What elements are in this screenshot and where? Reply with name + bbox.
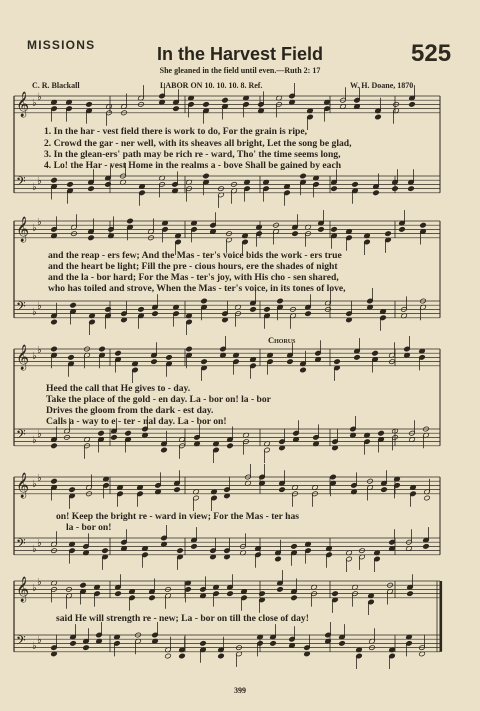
- notehead: [203, 173, 210, 179]
- notehead: [275, 556, 282, 562]
- notehead: [166, 355, 173, 361]
- notehead: [264, 307, 271, 313]
- chorus-lyric-line: Drives the gloom from the dark - est day.: [46, 405, 214, 416]
- notehead: [51, 346, 58, 352]
- notehead: [378, 430, 385, 436]
- key-signature-flat: ♭: [37, 635, 42, 646]
- notehead: [69, 487, 76, 493]
- notehead: [51, 177, 58, 183]
- notehead: [179, 653, 186, 659]
- clef: 𝄢: [16, 299, 26, 317]
- verse-lyric-line: 3. In the glean-ers' path may be rich re - ward, Tho' the time seems long,: [44, 149, 341, 160]
- key-signature-flat: ♭: [32, 435, 37, 446]
- key-signature-flat: ♭: [32, 182, 37, 193]
- notehead: [70, 641, 77, 647]
- notehead: [339, 641, 346, 647]
- chorus-lyric-line: Take the place of the gold - en day. La - bor on! la - bor: [46, 394, 271, 405]
- key-signature-flat: ♭: [37, 176, 42, 187]
- notehead: [99, 346, 106, 352]
- verse-lyric-line: and the reap - ers few; And the Mas - ter's voice bids the work - ers true: [48, 250, 342, 261]
- notehead: [373, 190, 380, 196]
- verse-lyric-line: and the la - bor hard; For the Mas - ter's joy, with His cho - sen shared,: [48, 272, 339, 283]
- notehead: [409, 102, 416, 108]
- notehead: [200, 641, 207, 647]
- clef: 𝄢: [16, 427, 26, 445]
- notehead: [152, 311, 159, 317]
- clef: 𝄞: [16, 217, 30, 242]
- notehead: [354, 355, 361, 361]
- chorus-lyric-line: Calls a - way to e - ter - nal day. La - bor on!: [46, 416, 227, 427]
- notehead: [381, 487, 388, 493]
- clef: 𝄢: [16, 174, 26, 192]
- chorus-lyric-line: la - bor on!: [66, 522, 112, 533]
- hymn-title: In the Harvest Field: [156, 44, 324, 64]
- verse-lyric-line: 2. Crowd the gar - ner well, with its sheaves all bright, Let the song be glad,: [44, 138, 352, 149]
- notehead: [186, 346, 193, 352]
- section-heading: MISSIONS: [27, 38, 96, 52]
- notehead: [102, 548, 109, 554]
- notehead: [372, 350, 379, 356]
- notehead: [174, 487, 181, 493]
- key-signature-flat: ♭: [32, 583, 37, 594]
- verse-lyric-line: 4. Lo! the Har - vest Home in the realms a - bove Shall be gained by each: [44, 160, 342, 171]
- notehead: [399, 227, 406, 233]
- notehead: [300, 173, 307, 179]
- notehead: [88, 235, 95, 241]
- notehead: [305, 311, 312, 317]
- notehead: [352, 182, 359, 188]
- key-signature-flat: ♭: [37, 429, 42, 440]
- notehead: [149, 595, 156, 601]
- key-signature-flat: ♭: [37, 217, 42, 228]
- hymn-number: 525: [411, 40, 452, 67]
- notehead: [115, 591, 122, 597]
- notehead: [330, 474, 337, 480]
- key-signature-flat: ♭: [37, 577, 42, 588]
- key-signature-flat: ♭: [37, 538, 42, 549]
- notehead: [201, 298, 208, 304]
- scripture-reference: She gleaned in the field until even.—Ruth 2: 17: [159, 66, 321, 75]
- notehead: [70, 302, 77, 308]
- key-signature-flat: ♭: [32, 479, 37, 490]
- notehead: [125, 430, 132, 436]
- notehead: [250, 307, 257, 313]
- notehead: [111, 435, 118, 441]
- notehead: [88, 186, 95, 192]
- notehead: [279, 487, 286, 493]
- notehead: [138, 307, 145, 313]
- notehead: [173, 106, 180, 112]
- notehead: [292, 231, 299, 237]
- key-signature-flat: ♭: [32, 98, 37, 109]
- notehead: [334, 359, 341, 365]
- notehead: [277, 587, 284, 593]
- key-signature-flat: ♭: [32, 351, 37, 362]
- notehead: [227, 443, 234, 449]
- notehead: [408, 186, 415, 192]
- notehead: [287, 359, 294, 365]
- notehead: [222, 97, 229, 103]
- key-signature-flat: ♭: [32, 641, 37, 652]
- notehead: [67, 182, 74, 188]
- notehead: [331, 227, 338, 233]
- notehead: [51, 478, 58, 484]
- clef: 𝄞: [16, 92, 30, 117]
- verse-lyric-line: who has toiled and strove, When the Mas - ter's voice, in its tones of love,: [48, 283, 346, 294]
- notehead: [151, 359, 158, 365]
- verse-lyric-line: 1. In the har - vest field there is work to do, For the grain is ripe,: [44, 126, 308, 137]
- notehead: [385, 231, 392, 237]
- notehead: [407, 591, 414, 597]
- chorus-label: Chorus: [268, 335, 296, 345]
- key-signature-flat: ♭: [32, 223, 37, 234]
- notehead: [270, 641, 277, 647]
- clef: 𝄞: [16, 473, 30, 498]
- notehead: [177, 548, 184, 554]
- notehead: [161, 447, 168, 453]
- notehead: [68, 355, 75, 361]
- notehead: [332, 591, 339, 597]
- notehead: [291, 595, 298, 601]
- notehead: [51, 319, 58, 325]
- notehead: [201, 359, 208, 365]
- notehead: [331, 186, 338, 192]
- chorus-lyric-line: Heed the call that He gives to - day.: [46, 383, 191, 394]
- notehead: [165, 653, 172, 659]
- key-signature-flat: ♭: [32, 307, 37, 318]
- notehead: [51, 443, 58, 449]
- tune-meter: LABOR ON 10. 10. 10. 8. Ref.: [160, 81, 263, 90]
- notehead: [80, 582, 87, 588]
- notehead: [218, 653, 225, 659]
- notehead: [392, 186, 399, 192]
- author-credit: C. R. Blackall: [32, 81, 80, 90]
- key-signature-flat: ♭: [37, 345, 42, 356]
- notehead: [83, 645, 90, 651]
- chorus-lyric-line: said He will strength re - new; La - bor on till the close of day!: [56, 613, 309, 624]
- notehead: [115, 350, 122, 356]
- composer-credit: W. H. Doane, 1870: [350, 81, 414, 90]
- notehead: [203, 102, 210, 108]
- notehead: [424, 495, 431, 501]
- notehead: [318, 227, 325, 233]
- notehead: [191, 544, 198, 550]
- key-signature-flat: ♭: [37, 473, 42, 484]
- notehead: [277, 298, 284, 304]
- key-signature-flat: ♭: [32, 544, 37, 555]
- clef: 𝄞: [16, 577, 30, 602]
- chorus-lyric-line: on! Keep the bright re - ward in view; For the Mas - ter has: [56, 511, 300, 522]
- clef: 𝄢: [16, 633, 26, 651]
- notehead: [420, 222, 427, 228]
- key-signature-flat: ♭: [37, 92, 42, 103]
- notehead: [291, 544, 298, 550]
- clef: 𝄢: [16, 536, 26, 554]
- notehead: [86, 102, 93, 108]
- notehead: [300, 367, 307, 373]
- page-number: 399: [234, 686, 246, 695]
- notehead: [375, 114, 382, 120]
- notehead: [98, 430, 105, 436]
- notehead: [127, 218, 134, 224]
- key-signature-flat: ♭: [37, 301, 42, 312]
- notehead: [227, 591, 234, 597]
- notehead: [423, 544, 430, 550]
- verse-lyric-line: and the heart be light; Fill the pre - cious hours, ere the shades of night: [48, 261, 338, 272]
- clef: 𝄞: [16, 345, 30, 370]
